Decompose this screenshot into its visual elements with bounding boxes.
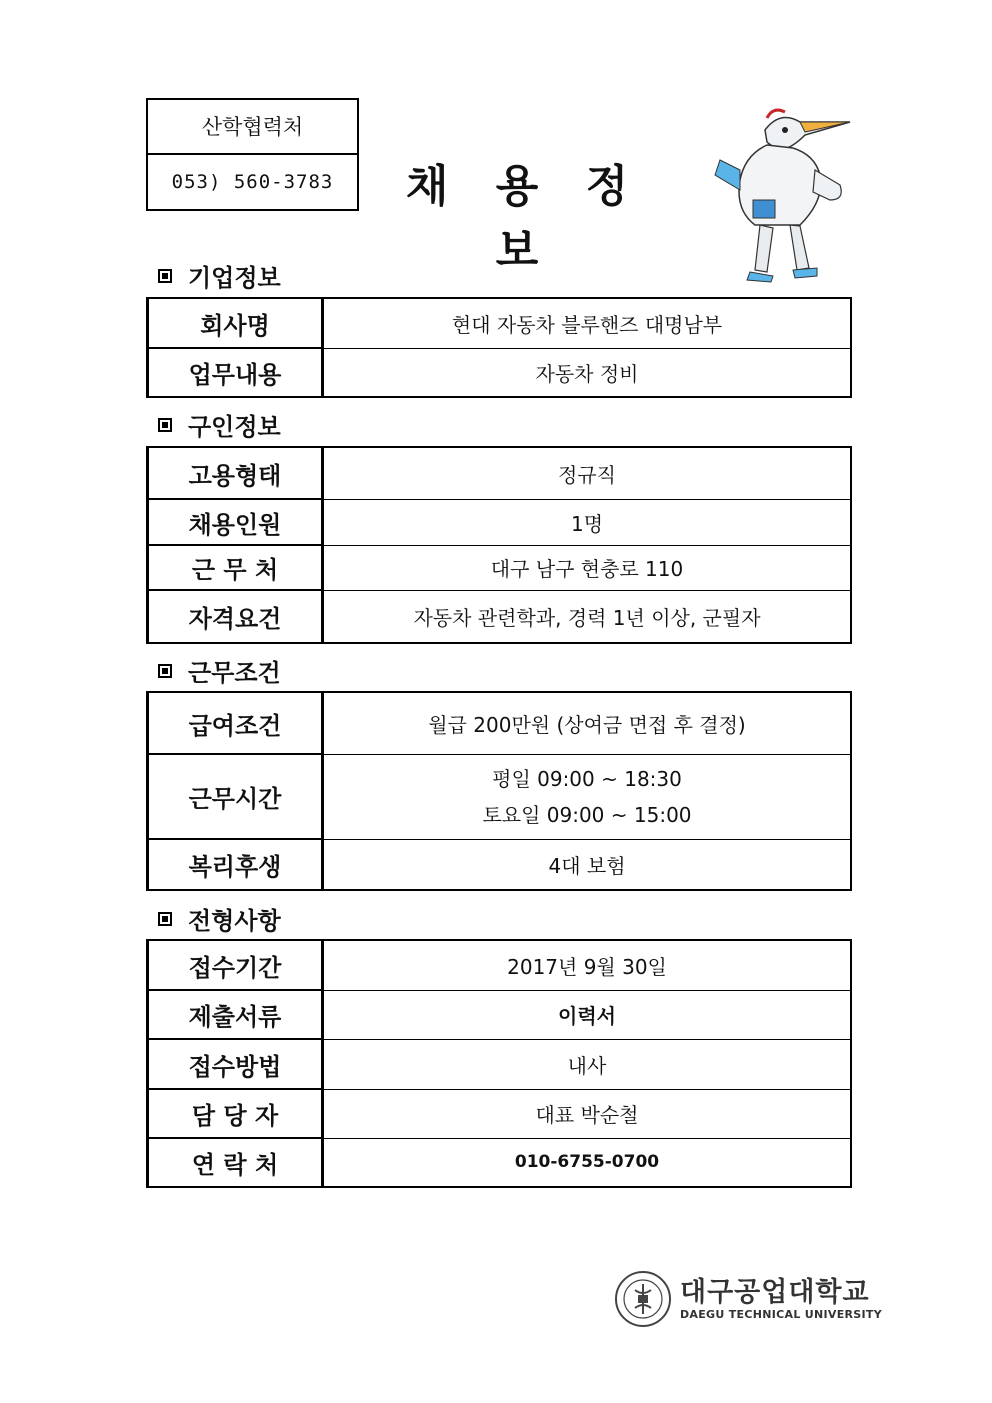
university-logo [614, 1270, 882, 1328]
row-label: 근무시간 [148, 754, 323, 839]
row-value [323, 754, 852, 839]
row-label: 근 무 처 [148, 545, 323, 590]
square-bullet-icon [158, 418, 172, 432]
table-row [148, 1089, 852, 1138]
table-row [148, 1138, 852, 1187]
section-heading-conditions [158, 653, 281, 688]
row-value: 1명 [323, 499, 852, 545]
row-value: 이력서 [323, 990, 852, 1039]
table-row [148, 1039, 852, 1089]
section-heading-company [158, 258, 281, 293]
row-value: 자동차 관련학과, 경력 1년 이상, 군필자 [323, 590, 852, 643]
row-value: 정규직 [323, 447, 852, 499]
row-label: 제출서류 [148, 990, 323, 1039]
row-value: 내사 [323, 1039, 852, 1089]
logo-text [680, 1278, 882, 1321]
table-row [148, 499, 852, 545]
row-label: 접수방법 [148, 1039, 323, 1089]
contact-phone: 053) 560-3783 [171, 170, 334, 193]
value-line: 평일 09:00 ~ 18:30 [492, 766, 682, 791]
row-value: 대구 남구 현충로 110 [323, 545, 852, 590]
table-row [148, 839, 852, 890]
row-value: 2017년 9월 30일 [323, 940, 852, 990]
contact-label: 산학협력처 [148, 100, 357, 155]
table-row [148, 348, 852, 397]
table-row [148, 298, 852, 348]
logo-english: DAEGU TECHNICAL UNIVERSITY [680, 1307, 882, 1321]
row-value: 대표 박순철 [323, 1089, 852, 1138]
square-bullet-icon [158, 269, 172, 283]
row-label: 자격요건 [148, 590, 323, 643]
table-row [148, 447, 852, 499]
conditions-info-table [146, 691, 852, 891]
row-label: 급여조건 [148, 692, 323, 754]
company-info-table [146, 297, 852, 398]
row-label: 회사명 [148, 298, 323, 348]
table-row [148, 590, 852, 643]
contact-box [146, 98, 359, 211]
logo-korean: 대구공업대학교 [680, 1276, 870, 1308]
row-value: 자동차 정비 [323, 348, 852, 397]
crane-mascot-icon [705, 100, 855, 290]
section-heading-label: 전형사항 [188, 907, 281, 935]
value-line: 토요일 09:00 ~ 15:00 [482, 802, 692, 827]
row-label: 담 당 자 [148, 1089, 323, 1138]
section-heading-process [158, 901, 281, 936]
square-bullet-icon [158, 664, 172, 678]
row-value: 현대 자동차 블루핸즈 대명남부 [323, 298, 852, 348]
table-row [148, 754, 852, 839]
square-bullet-icon [158, 912, 172, 926]
row-label: 접수기간 [148, 940, 323, 990]
row-value: 월급 200만원 (상여금 면접 후 결정) [323, 692, 852, 754]
row-label: 연 락 처 [148, 1138, 323, 1187]
row-label: 업무내용 [148, 348, 323, 397]
university-emblem-icon [614, 1270, 672, 1328]
section-heading-recruit [158, 407, 281, 442]
row-value: 010-6755-0700 [323, 1138, 852, 1187]
row-label: 복리후생 [148, 839, 323, 890]
table-row [148, 940, 852, 990]
table-row [148, 692, 852, 754]
table-row [148, 990, 852, 1039]
row-label: 채용인원 [148, 499, 323, 545]
page-title: 채 용 정 보 [405, 161, 645, 276]
section-heading-label: 기업정보 [188, 264, 281, 292]
row-label: 고용형태 [148, 447, 323, 499]
recruit-info-table [146, 446, 852, 644]
row-value: 4대 보험 [323, 839, 852, 890]
section-heading-label: 구인정보 [188, 413, 281, 441]
process-info-table [146, 939, 852, 1188]
section-heading-label: 근무조건 [188, 659, 281, 687]
table-row [148, 545, 852, 590]
